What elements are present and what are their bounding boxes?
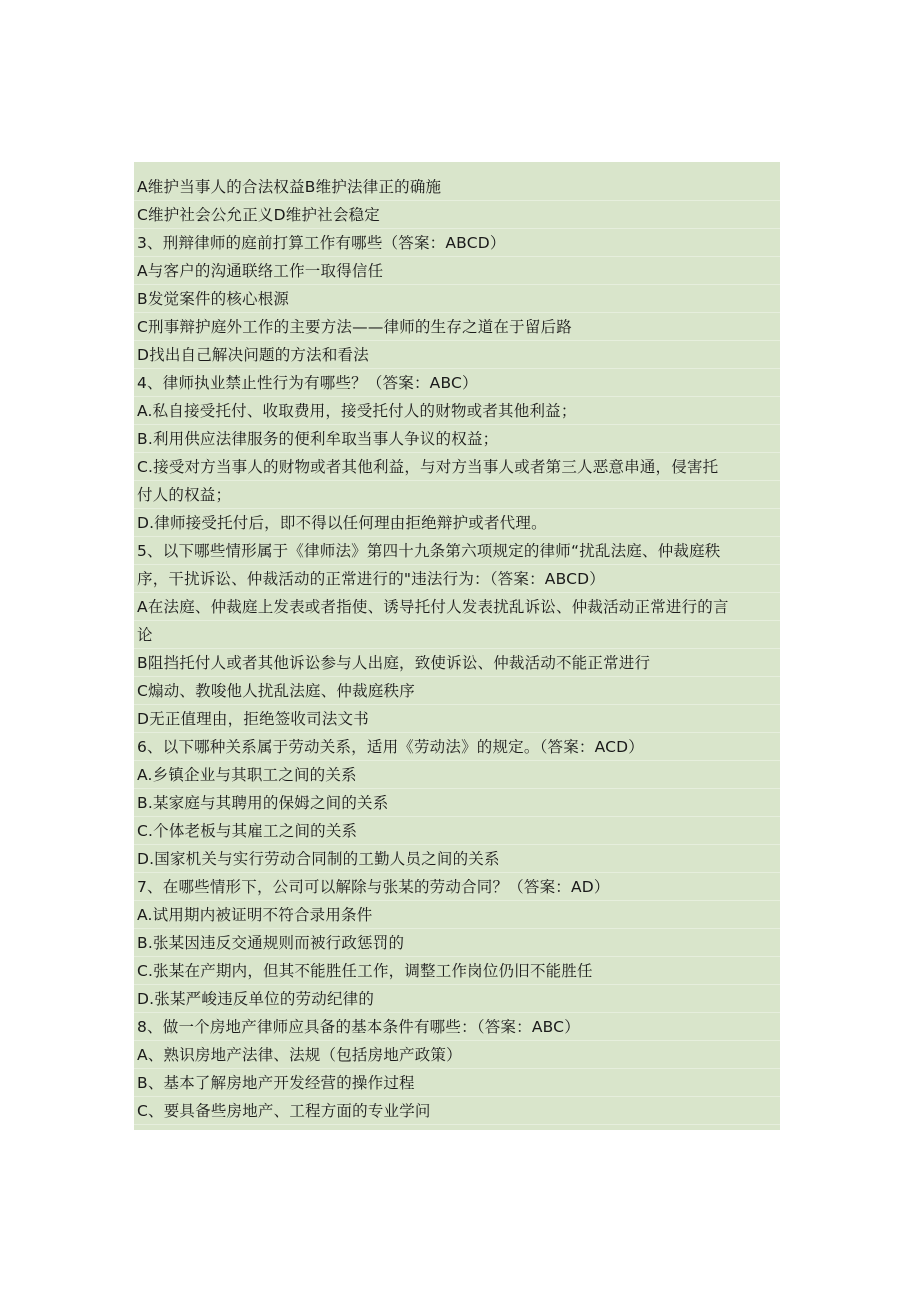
question-line: 7、在哪些情形下，公司可以解除与张某的劳动合同？（答案：AD） xyxy=(134,873,780,901)
option-line: B.利用供应法律服务的便利牟取当事人争议的权益； xyxy=(134,425,780,453)
option-line: C刑事辩护庭外工作的主要方法——律师的生存之道在于留后路 xyxy=(134,313,780,341)
option-line: B.张某因违反交通规则而被行政惩罚的 xyxy=(134,929,780,957)
text-line: C维护社会公允正义D维护社会稳定 xyxy=(134,201,780,229)
option-line: A.乡镇企业与其职工之间的关系 xyxy=(134,761,780,789)
document-text-block xyxy=(134,162,780,1130)
option-line: 论 xyxy=(134,621,780,649)
option-line: D.张某严峻违反单位的劳动纪律的 xyxy=(134,985,780,1013)
option-line: B阻挡托付人或者其他诉讼参与人出庭，致使诉讼、仲裁活动不能正常进行 xyxy=(134,649,780,677)
option-line: B.某家庭与其聘用的保姆之间的关系 xyxy=(134,789,780,817)
option-line: D找出自己解决问题的方法和看法 xyxy=(134,341,780,369)
question-line: 3、刑辩律师的庭前打算工作有哪些（答案：ABCD） xyxy=(134,229,780,257)
line-list xyxy=(134,173,780,1125)
option-line: B、基本了解房地产开发经营的操作过程 xyxy=(134,1069,780,1097)
option-line: C、要具备些房地产、工程方面的专业学问 xyxy=(134,1097,780,1125)
option-line: D.国家机关与实行劳动合同制的工勤人员之间的关系 xyxy=(134,845,780,873)
option-line: C.个体老板与其雇工之间的关系 xyxy=(134,817,780,845)
question-line: 4、律师执业禁止性行为有哪些？（答案：ABC） xyxy=(134,369,780,397)
option-line: D.律师接受托付后，即不得以任何理由拒绝辩护或者代理。 xyxy=(134,509,780,537)
option-line: A在法庭、仲裁庭上发表或者指使、诱导托付人发表扰乱诉讼、仲裁活动正常进行的言 xyxy=(134,593,780,621)
option-line: B发觉案件的核心根源 xyxy=(134,285,780,313)
option-line: A.试用期内被证明不符合录用条件 xyxy=(134,901,780,929)
option-line: A.私自接受托付、收取费用，接受托付人的财物或者其他利益； xyxy=(134,397,780,425)
option-line: C煽动、教唆他人扰乱法庭、仲裁庭秩序 xyxy=(134,677,780,705)
option-line: D无正值理由，拒绝签收司法文书 xyxy=(134,705,780,733)
question-line: 6、以下哪种关系属于劳动关系，适用《劳动法》的规定。（答案：ACD） xyxy=(134,733,780,761)
option-line: C.接受对方当事人的财物或者其他利益，与对方当事人或者第三人恶意串通，侵害托 xyxy=(134,453,780,481)
text-line: A维护当事人的合法权益B维护法律正的确施 xyxy=(134,173,780,201)
question-line: 8、做一个房地产律师应具备的基本条件有哪些：（答案：ABC） xyxy=(134,1013,780,1041)
option-line: A、熟识房地产法律、法规（包括房地产政策） xyxy=(134,1041,780,1069)
question-line: 序，干扰诉讼、仲裁活动的正常进行的"违法行为：（答案：ABCD） xyxy=(134,565,780,593)
option-line: A与客户的沟通联络工作一取得信任 xyxy=(134,257,780,285)
question-line: 5、以下哪些情形属于《律师法》第四十九条第六项规定的律师“扰乱法庭、仲裁庭秩 xyxy=(134,537,780,565)
option-line: 付人的权益； xyxy=(134,481,780,509)
option-line: C.张某在产期内，但其不能胜任工作，调整工作岗位仍旧不能胜任 xyxy=(134,957,780,985)
